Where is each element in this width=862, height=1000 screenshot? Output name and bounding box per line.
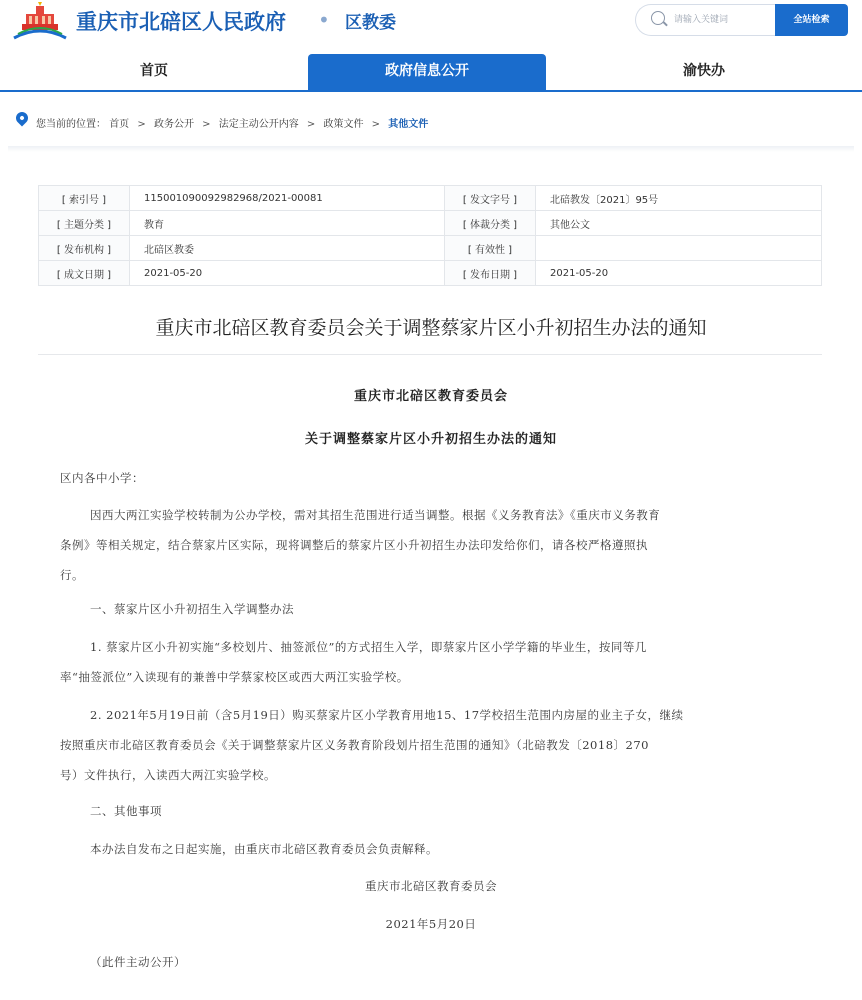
doc-disclosure-note: （此件主动公开） [90, 955, 186, 969]
search-icon [651, 11, 665, 25]
department-name[interactable]: 区教委 [345, 13, 396, 33]
breadcrumb-separator: > [306, 119, 316, 130]
breadcrumb-item-home[interactable]: 首页 [109, 119, 130, 130]
doc-date: 2021年5月20日 [385, 917, 477, 931]
meta-key: [ 成文日期 ] [39, 261, 130, 286]
meta-key: [ 索引号 ] [39, 186, 130, 211]
doc-paragraph-line: 本办法自发布之日起实施，由重庆市北碚区教育委员会负责解释。 [90, 842, 438, 856]
table-row [39, 236, 822, 261]
doc-paragraph-line: 2. 2021年5月19日前（含5月19日）购买蔡家片区小学教育用地15、17学校招生范围内房屋的业主子女，继续 [90, 708, 684, 722]
meta-value: 北碚区教委 [130, 236, 445, 261]
breadcrumb-item-policy[interactable]: 政策文件 [323, 119, 364, 130]
title-separator-dot: • [318, 8, 330, 32]
breadcrumb-item-statutory[interactable]: 法定主动公开内容 [218, 119, 299, 130]
breadcrumb-separator: > [137, 119, 146, 130]
site-search-button[interactable]: 全站检索 [775, 4, 848, 36]
meta-value: 2021-05-20 [130, 261, 445, 286]
meta-value: 11500109009298296​8/2021-00081 [130, 186, 445, 211]
doc-heading-issuer: 重庆市北碚区教育委员会 [353, 389, 508, 404]
site-title[interactable]: 重庆市北碚区人民政府 [76, 10, 286, 34]
meta-value: 其他公文 [536, 211, 822, 236]
doc-salutation: 区内各中小学： [60, 471, 144, 485]
document-title: 重庆市北碚区教育委员会关于调整蔡家片区小升初招生办法的通知 [155, 317, 707, 339]
meta-key: [ 有效性 ] [445, 236, 536, 261]
search-box[interactable] [635, 4, 776, 36]
table-row [39, 261, 822, 286]
nav-item-gov-info[interactable]: 政府信息公开 [308, 54, 546, 90]
breadcrumb-separator: > [371, 119, 381, 130]
doc-heading-subject: 关于调整蔡家片区小升初招生办法的通知 [304, 432, 557, 447]
nav-item-yukuaiban[interactable]: 渝快办 [683, 63, 725, 79]
doc-paragraph-line: 号）文件执行，入读西大两江实验学校。 [60, 768, 276, 782]
doc-paragraph-line: 因西大两江实验学校转制为公办学校，需对其招生范围进行适当调整。根据《义务教育法》《重庆市义务教育 [90, 508, 661, 522]
government-logo-icon[interactable] [12, 2, 68, 40]
doc-section-heading: 一、蔡家片区小升初招生入学调整办法 [90, 602, 294, 616]
meta-value: 教育 [130, 211, 445, 236]
site-header [0, 0, 862, 50]
meta-key: [ 发布机构 ] [39, 236, 130, 261]
document-meta-table [38, 185, 822, 286]
meta-key: [ 发布日期 ] [445, 261, 536, 286]
doc-paragraph-line: 行。 [60, 568, 84, 582]
breadcrumb-prefix: 您当前的位置： [36, 119, 106, 130]
breadcrumb-current[interactable]: 其他文件 [388, 119, 429, 130]
meta-value: 2021-05-20 [536, 261, 822, 286]
doc-paragraph-line: 按照重庆市北碚区教育委员会《关于调整蔡家片区义务教育阶段划片招生范围的通知》（北碚教发〔2018〕270 [60, 738, 649, 752]
nav-item-home[interactable]: 首页 [140, 63, 168, 79]
meta-value [536, 236, 822, 261]
meta-key: [ 体裁分类 ] [445, 211, 536, 236]
doc-signature: 重庆市北碚区教育委员会 [365, 879, 497, 893]
doc-paragraph-line: 1. 蔡家片区小升初实施“多校划片、抽签派位”的方式招生入学，即蔡家片区小学学籍的毕业生，按同等几 [90, 640, 647, 654]
doc-paragraph-line: 条例》等相关规定，结合蔡家片区实际，现将调整后的蔡家片区小升初招生办法印发给你们，请各校严格遵照执 [60, 538, 648, 552]
table-row [39, 211, 822, 236]
main-nav [0, 54, 862, 92]
breadcrumb-separator: > [202, 119, 211, 130]
breadcrumb [12, 108, 852, 138]
breadcrumb-shadow [8, 146, 854, 152]
doc-paragraph-line: 率“抽签派位”入读现有的兼善中学蔡家校区或西大两江实验学校。 [60, 670, 409, 684]
meta-key: [ 主题分类 ] [39, 211, 130, 236]
table-row [39, 186, 822, 211]
location-pin-icon [14, 110, 31, 127]
title-divider [38, 354, 822, 355]
meta-key: [ 发文字号 ] [445, 186, 536, 211]
meta-value: 北碚教发〔2021〕95号 [536, 186, 822, 211]
breadcrumb-item-gov-affairs[interactable]: 政务公开 [153, 119, 194, 130]
doc-section-heading: 二、其他事项 [90, 804, 162, 818]
search-input[interactable] [674, 11, 770, 29]
